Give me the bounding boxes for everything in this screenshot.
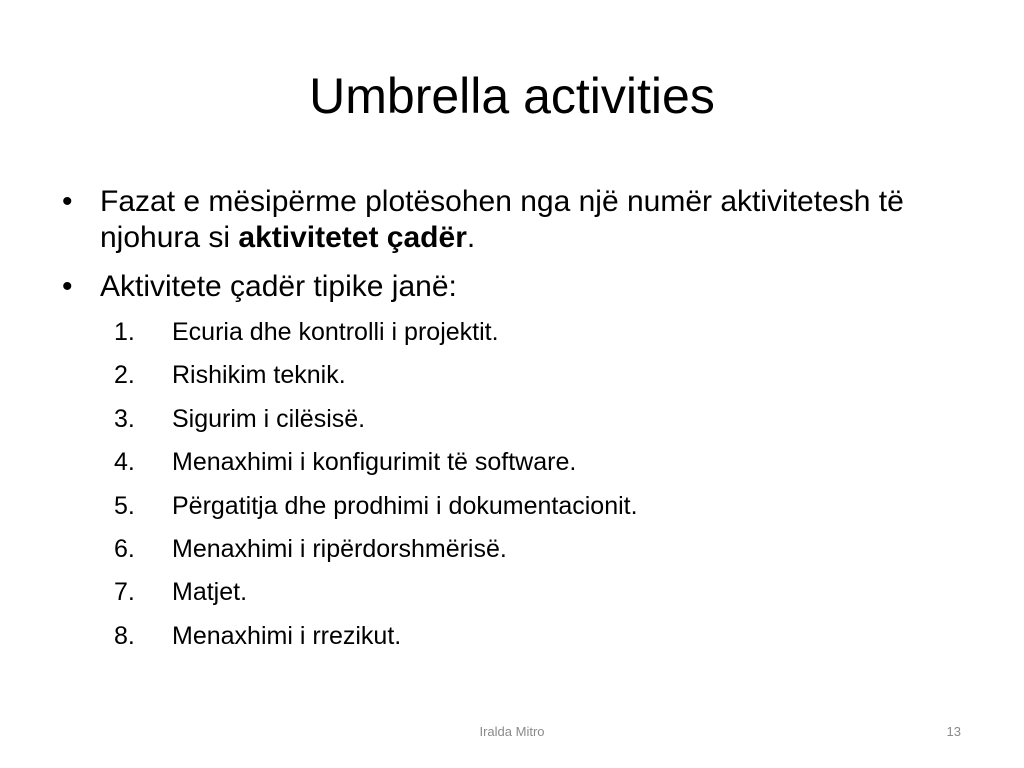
bullet-text-bold: aktivitetet çadër xyxy=(238,221,467,254)
bullet-list xyxy=(62,184,962,664)
numbered-item-text: Ecuria dhe kontrolli i projektit. xyxy=(172,318,499,346)
slide-number: 13 xyxy=(946,724,961,739)
bullet-marker: • xyxy=(62,185,73,218)
numbered-item xyxy=(62,621,962,651)
numbered-item-text: Përgatitja dhe prodhimi i dokumentacionit. xyxy=(172,491,638,520)
number-marker: 3. xyxy=(114,404,135,433)
bullet-marker: • xyxy=(62,270,73,303)
numbered-item-text: Menaxhimi i ripërdorshmërisë. xyxy=(172,534,507,563)
number-marker: 4. xyxy=(114,448,135,477)
footer-author: Iralda Mitro xyxy=(479,724,545,739)
number-marker: 8. xyxy=(114,621,135,650)
bullet-item xyxy=(62,269,962,651)
number-marker: 5. xyxy=(114,491,135,520)
number-marker: 1. xyxy=(114,318,135,346)
numbered-item-text: Menaxhimi i konfigurimit të software. xyxy=(172,448,577,477)
slide-title: Umbrella activities xyxy=(309,68,715,124)
numbered-item-text: Rishikim teknik. xyxy=(172,361,346,390)
number-marker: 7. xyxy=(114,578,135,607)
numbered-item xyxy=(62,534,962,564)
bullet-text-part: Fazat e mësipërme plotësohen nga një numër aktivitetesh të njohura si xyxy=(100,185,904,254)
numbered-item xyxy=(62,317,962,347)
bullet-text: Aktivitete çadër tipike janë: xyxy=(100,270,457,303)
numbered-item xyxy=(62,491,962,521)
bullet-text-part: . xyxy=(466,221,476,254)
number-marker: 6. xyxy=(114,534,135,563)
numbered-item xyxy=(62,404,962,434)
numbered-item-text: Sigurim i cilësisë. xyxy=(172,404,366,433)
numbered-item xyxy=(62,447,962,477)
numbered-item xyxy=(62,577,962,607)
numbered-item xyxy=(62,360,962,390)
numbered-item-text: Menaxhimi i rrezikut. xyxy=(172,621,402,650)
numbered-list xyxy=(62,317,962,651)
bullet-item xyxy=(62,184,962,256)
numbered-item-text: Matjet. xyxy=(172,578,248,607)
number-marker: 2. xyxy=(114,361,135,390)
bullet-text xyxy=(100,185,904,254)
